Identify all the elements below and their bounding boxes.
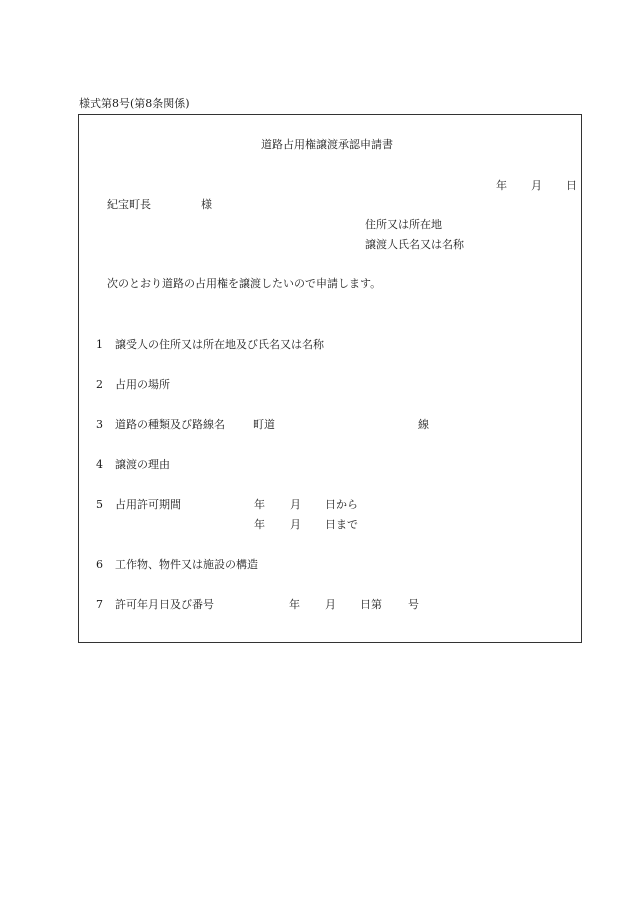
item5-to-month: 月 bbox=[290, 518, 301, 531]
item7-label: 許可年月日及び番号 bbox=[115, 598, 214, 611]
item5-to-day: 日まで bbox=[325, 518, 358, 531]
item2-number: 2 bbox=[96, 378, 103, 391]
item3-label: 道路の種類及び路線名 bbox=[115, 418, 225, 431]
item5-label: 占用許可期間 bbox=[115, 498, 181, 511]
applicant-name-label: 譲渡人氏名又は名称 bbox=[365, 238, 464, 251]
item6-label: 工作物、物件又は施設の構造 bbox=[115, 558, 258, 571]
applicant-address-label: 住所又は所在地 bbox=[365, 218, 442, 231]
item7-day-number: 日第 bbox=[360, 598, 382, 611]
item7-month: 月 bbox=[325, 598, 336, 611]
item7-number-suffix: 号 bbox=[408, 598, 419, 611]
item5-from-day: 日から bbox=[325, 498, 358, 511]
item7-year: 年 bbox=[289, 598, 300, 611]
addressee-honorific: 様 bbox=[201, 198, 212, 211]
item1-label: 譲受人の住所又は所在地及び氏名又は名称 bbox=[115, 338, 324, 351]
addressee-name: 紀宝町長 bbox=[107, 198, 151, 211]
form-title: 道路占用権譲渡承認申請書 bbox=[261, 138, 393, 151]
date-year: 年 bbox=[496, 179, 507, 192]
date-day: 日 bbox=[566, 179, 577, 192]
form-label: 様式第8号(第8条関係) bbox=[79, 97, 190, 110]
item5-to-year: 年 bbox=[254, 518, 265, 531]
application-statement: 次のとおり道路の占用権を譲渡したいので申請します。 bbox=[107, 277, 382, 290]
item3-line-suffix: 線 bbox=[418, 418, 429, 431]
item2-label: 占用の場所 bbox=[115, 378, 170, 391]
item7-number: 7 bbox=[96, 598, 103, 611]
item3-road-type: 町道 bbox=[253, 418, 275, 431]
item4-label: 譲渡の理由 bbox=[115, 458, 170, 471]
item3-number: 3 bbox=[96, 418, 103, 431]
date-month: 月 bbox=[531, 179, 542, 192]
item5-from-year: 年 bbox=[254, 498, 265, 511]
item1-number: 1 bbox=[96, 338, 103, 351]
item5-from-month: 月 bbox=[290, 498, 301, 511]
item4-number: 4 bbox=[96, 458, 103, 471]
item5-number: 5 bbox=[96, 498, 103, 511]
item6-number: 6 bbox=[96, 558, 103, 571]
